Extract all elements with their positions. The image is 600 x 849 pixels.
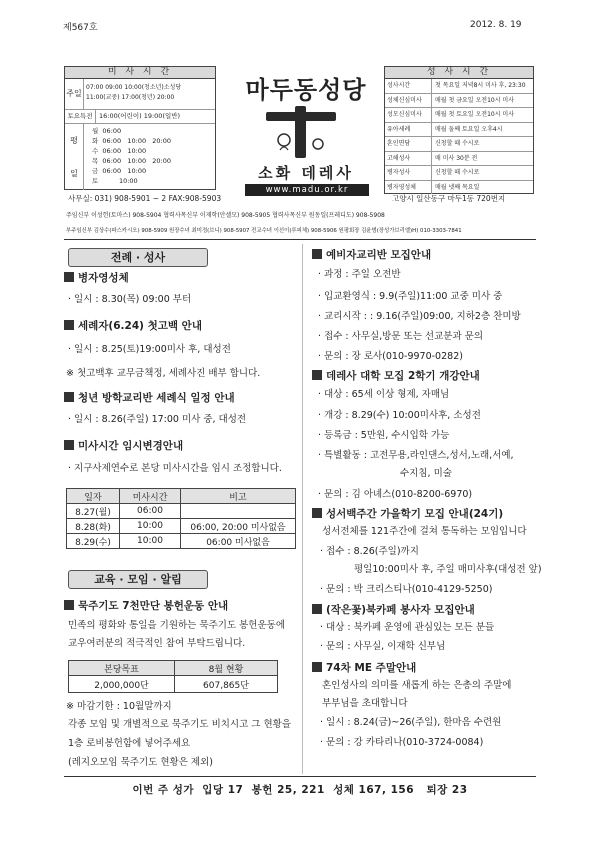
bullet-square-icon — [312, 249, 322, 259]
sacrament-time-box — [384, 66, 534, 194]
sacrament-value: 매 미사 30분 전 — [435, 154, 478, 162]
item-line: · 대상 : 북카페 운영에 관심있는 모든 분들 — [320, 622, 495, 633]
table-header: 일자 — [67, 489, 120, 504]
day-times: 06:00 10:00 — [102, 167, 147, 175]
item-line: · 문의 : 강 카타리나(010-3724-0084) — [320, 737, 484, 748]
website-link[interactable]: www.madu.or.kr — [245, 184, 369, 196]
weekend-times-1: 07:00 09:00 10:00(청소년)소성당 — [86, 84, 182, 91]
table-header: 비고 — [181, 489, 296, 504]
mass-change-table — [66, 488, 296, 549]
item-line: · 과정 : 주일 오전반 — [318, 269, 401, 280]
sacrament-label: 성체신심미사 — [385, 94, 432, 108]
column-divider — [302, 244, 303, 774]
item-note: ※ 마감기한 : 10월말까지 — [66, 701, 172, 712]
table-cell: 10:00 — [120, 519, 181, 534]
table-cell: 06:00 미사없음 — [181, 534, 296, 549]
day-name: 화 — [92, 137, 99, 145]
sacrament-value: 신청할 때 수시로 — [435, 140, 480, 147]
day-times: 06:00 10:00 20:00 — [102, 157, 172, 165]
staff-contact-line-1: 주임신부 이성헌(토마스) 908-5904 협력사목신부 이재학(안셀모) 908-5905 협력사목신부 원동일(프레디도) 908-5908 — [66, 212, 385, 219]
sacrament-time-title: 성 사 시 간 — [385, 67, 533, 79]
item-line: · 문의 : 박 크리스티나(010-4129-5250) — [320, 584, 493, 595]
table-cell: 8.29(수) — [67, 534, 120, 549]
parish-subname: 소화 데레사 — [258, 164, 354, 182]
item-line: · 특별활동 : 고전무용,라인댄스,성서,노래,서예, — [318, 450, 514, 461]
item-heading: 성서백주간 가을학기 모집 안내(24기) — [312, 506, 503, 522]
sacrament-label: 병자성사 — [385, 166, 432, 180]
item-line: · 문의 : 사무실, 이재학 신부님 — [320, 641, 446, 652]
bullet-square-icon — [312, 370, 322, 380]
item-line: · 교리시작 : : 9.16(주일)09:00, 지하2층 찬미방 — [318, 311, 521, 322]
table-cell: 8.28(화) — [67, 519, 120, 534]
bullet-square-icon — [64, 272, 74, 282]
table-cell: 2,000,000단 — [69, 676, 175, 693]
sacrament-label: 고해성사 — [385, 152, 432, 166]
issue-number: 제567호 — [63, 23, 98, 33]
sacrament-value: 신청할 때 수시로 — [435, 169, 480, 176]
sacrament-label: 혼인면담 — [385, 137, 432, 151]
item-line: 각종 모임 및 개별적으로 묵주기도 비치시고 그 현황을 — [68, 719, 292, 730]
bullet-square-icon — [64, 392, 74, 402]
item-heading: 청년 방학교리반 세례식 일정 안내 — [64, 390, 235, 406]
item-heading: (작은꽃)북카페 봉사자 모집안내 — [312, 602, 475, 618]
table-header: 8월 현황 — [175, 661, 278, 676]
table-row — [67, 504, 296, 519]
item-line: 평일10:00미사 후, 주일 매미사후(대성전 앞) — [354, 564, 542, 575]
item-heading: 묵주기도 7천만단 봉헌운동 안내 — [64, 598, 228, 614]
saturday-times: 16:00(어린이) 19:00(일반) — [99, 112, 181, 120]
sacrament-value: 매월 첫 토요일 오전10시 미사 — [435, 111, 515, 118]
item-heading: 세례자(6.24) 첫고백 안내 — [64, 318, 202, 334]
item-line: 1층 로비봉헌함에 넣어주세요 — [68, 738, 191, 749]
table-cell: 10:00 — [120, 534, 181, 549]
sacrament-value: 매월 첫 금요일 오전10시 미사 — [435, 96, 515, 104]
item-line: (레지오모임 묵주기도 현황은 제외) — [68, 757, 213, 768]
item-line: · 일시 : 8.25(토)19:00미사 후, 대성전 — [68, 344, 231, 355]
item-heading: 병자영성체 — [64, 270, 129, 286]
table-header: 미사시간 — [120, 489, 181, 504]
item-line: 교우여러분의 적극적인 참여 부탁드립니다. — [68, 638, 246, 649]
item-heading: 예비자교리반 모집안내 — [312, 247, 431, 263]
item-note: ※ 첫고백후 교무금책정, 세례사진 배부 합니다. — [66, 368, 261, 379]
item-line: 부부님을 초대합니다 — [322, 698, 408, 709]
rosary-goal-table — [68, 660, 278, 693]
mass-time-box — [64, 66, 216, 190]
sacrament-label: 유아세례 — [385, 123, 432, 137]
bullet-square-icon — [312, 508, 322, 518]
day-times: 10:00 — [102, 177, 138, 185]
mass-time-title: 미 사 시 간 — [65, 67, 215, 79]
day-name: 목 — [92, 157, 99, 165]
item-line: 성서전체를 121주간에 걸쳐 통독하는 모임입니다 — [322, 526, 527, 537]
table-cell: 06:00 — [120, 504, 181, 519]
staff-contact-line-2: 부주임신부 김상수(파스카시오) 908-5909 원장수녀 최미정(브니) 908-5907 전교수녀 이선이(루피체) 908-5906 원평회장 김윤범(장성가브리엘)H) 010-3303-7841 — [66, 228, 462, 234]
bullet-square-icon — [64, 600, 74, 610]
item-line: · 일시 : 8.26(주일) 17:00 미사 중, 대성전 — [68, 414, 247, 425]
day-times: 06:00 10:00 — [102, 147, 147, 155]
table-cell — [181, 504, 296, 519]
sacrament-label: 성모신심미사 — [385, 108, 432, 122]
day-name: 금 — [92, 167, 99, 175]
item-heading: 74차 ME 주말안내 — [312, 660, 416, 676]
item-line: · 문의 : 장 로사(010-9970-0282) — [318, 351, 463, 362]
table-cell: 8.27(월) — [67, 504, 120, 519]
section-liturgy-title: 전례 · 성사 — [68, 248, 208, 267]
sacrament-label: 성사시간 — [385, 79, 432, 93]
item-line: 수지침, 미술 — [400, 468, 452, 479]
item-line: · 문의 : 김 아녜스(010-8200-6970) — [318, 489, 473, 500]
weekday-label-1: 평 — [70, 135, 78, 145]
header-divider — [64, 239, 536, 240]
item-line: · 등록금 : 5만원, 수시입학 가능 — [318, 430, 450, 441]
item-heading: 데레사 대학 모집 2학기 개강안내 — [312, 368, 480, 384]
item-line: · 접수 : 8.26(주일)까지 — [320, 546, 419, 557]
sacrament-label: 병자영성체 — [385, 181, 432, 195]
item-line: · 일시 : 8.30(목) 09:00 부터 — [68, 294, 192, 305]
bullet-square-icon — [312, 604, 322, 614]
weekday-label-2: 일 — [70, 168, 78, 178]
hymn-numbers: 이번 주 성가 입당 17 봉헌 25, 221 성체 167, 156 퇴장 23 — [132, 784, 468, 796]
item-line: · 개강 : 8.29(수) 10:00미사후, 소성전 — [318, 410, 481, 421]
table-row — [67, 519, 296, 534]
saturday-label: 토요특전 — [65, 110, 96, 123]
parish-address: 고양시 일산동구 마두1동 720번지 — [392, 194, 506, 203]
day-name: 월 — [92, 127, 99, 135]
day-name: 수 — [92, 147, 99, 155]
weekend-times-2: 11:00(교중) 17:00(청년) 20:00 — [86, 94, 175, 101]
table-cell: 607,865단 — [175, 676, 278, 693]
parish-name: 마두동성당 — [245, 76, 367, 104]
item-line: · 일시 : 8.24(금)~26(주일), 한마음 수련원 — [320, 717, 502, 728]
item-line: 민족의 평화와 통일을 기원하는 묵주기도 봉헌운동에 — [68, 620, 285, 631]
item-heading: 미사시간 임시변경안내 — [64, 438, 183, 454]
bullet-square-icon — [64, 440, 74, 450]
bullet-square-icon — [312, 662, 322, 672]
item-line: · 입교환영식 : 9.9(주일)11:00 교중 미사 중 — [318, 291, 503, 302]
footer-divider — [64, 776, 536, 777]
item-line: · 대상 : 65세 이상 형제, 자매님 — [318, 389, 450, 400]
issue-date: 2012. 8. 19 — [470, 20, 522, 30]
cross-emblem-icon — [262, 104, 340, 160]
bullet-square-icon — [64, 320, 74, 330]
section-education-title: 교육 · 모임 · 알림 — [68, 570, 208, 589]
item-line: 혼인성사의 의미를 새롭게 하는 은총의 주말에 — [322, 680, 512, 691]
office-contact: 사무실: 031) 908-5901 ~ 2 FAX:908-5903 — [68, 194, 222, 203]
day-times: 06:00 — [102, 127, 122, 135]
table-cell: 06:00, 20:00 미사없음 — [181, 519, 296, 534]
day-name: 토 — [92, 177, 99, 185]
table-row — [67, 534, 296, 549]
table-row — [69, 676, 278, 693]
sacrament-value: 매월 둘째 토요일 오후4시 — [435, 125, 503, 133]
weekend-label: 주일 — [65, 79, 84, 109]
day-times: 06:00 10:00 20:00 — [102, 137, 172, 145]
item-line: · 지구사제연수로 본당 미사시간을 임시 조정합니다. — [68, 463, 282, 474]
item-line: · 접수 : 사무실,방문 또는 선교분과 문의 — [318, 331, 484, 342]
sacrament-value: 매월 넷째 목요일 — [435, 183, 480, 191]
sacrament-value: 첫 목요일 저녁8시 미사 후, 23:30 — [435, 82, 526, 89]
table-header: 본당목표 — [69, 661, 175, 676]
